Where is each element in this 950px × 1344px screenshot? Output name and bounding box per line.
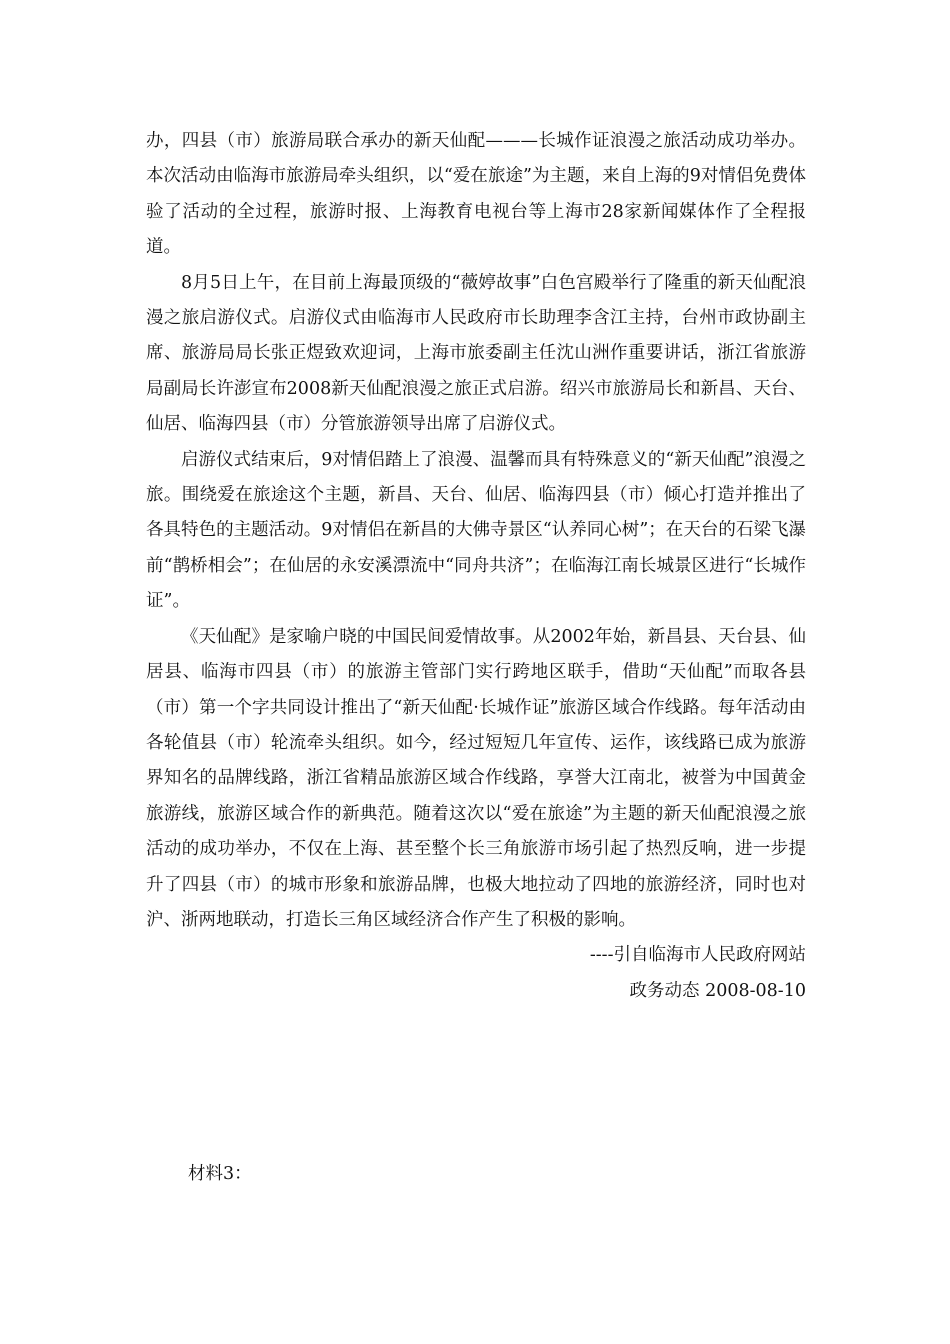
paragraph-1: 办，四县（市）旅游局联合承办的新天仙配———长城作证浪漫之旅活动成功举办。本次活动由临海市旅游局牵头组织，以“爱在旅途”为主题，来自上海的9对情侣免费体验了活动的全过程，旅游时报、上海教育电视台等上海市28家新闻媒体作了全程报道。 bbox=[146, 131, 806, 258]
paragraph-3: 启游仪式结束后，9对情侣踏上了浪漫、温馨而具有特殊意义的“新天仙配”浪漫之旅。围绕爱在旅途这个主题，新昌、天台、仙居、临海四县（市）倾心打造并推出了各具特色的主题活动。9对情侣在新昌的大佛寺景区“认养同心树”；在天台的石梁飞瀑前“鹊桥相会”；在仙居的永安溪漂流中“同舟共济”；在临海江南长城景区进行“长城作证”。 bbox=[146, 449, 806, 612]
paragraph-2: 8月5日上午，在目前上海最顶级的“薇婷故事”白色宫殿举行了隆重的新天仙配浪漫之旅启游仪式。启游仪式由临海市人民政府市长助理李含江主持，台州市政协副主席、旅游局局长张正煜致欢迎词，上海市旅委副主任沈山洲作重要讲话，浙江省旅游局副局长许澎宣布2008新天仙配浪漫之旅正式启游。绍兴市旅游局长和新昌、天台、仙居、临海四县（市）分管旅游领导出席了启游仪式。 bbox=[146, 272, 806, 435]
material-label: 材料3： bbox=[188, 1164, 252, 1184]
source-date: 政务动态 2008-08-10 bbox=[629, 980, 806, 1001]
article-body bbox=[146, 124, 806, 1009]
source-citation: ----引自临海市人民政府网站 bbox=[589, 945, 806, 966]
paragraph-4: 《天仙配》是家喻户晓的中国民间爱情故事。从2002年始，新昌县、天台县、仙居县、临海市四县（市）的旅游主管部门实行跨地区联手，借助“天仙配”而取各县（市）第一个字共同设计推出了“新天仙配·长城作证”旅游区域合作线路。每年活动由各轮值县（市）轮流牵头组织。如今，经过短短几年宣传、运作，该线路已成为旅游界知名的品牌线路，浙江省精品旅游区域合作线路，享誉大江南北，被誉为中国黄金旅游线，旅游区域合作的新典范。随着这次以“爱在旅途”为主题的新天仙配浪漫之旅活动的成功举办，不仅在上海、甚至整个长三角旅游市场引起了热烈反响，进一步提升了四县（市）的城市形象和旅游品牌，也极大地拉动了四地的旅游经济，同时也对沪、浙两地联动，打造长三角区域经济合作产生了积极的影响。 bbox=[146, 626, 806, 930]
